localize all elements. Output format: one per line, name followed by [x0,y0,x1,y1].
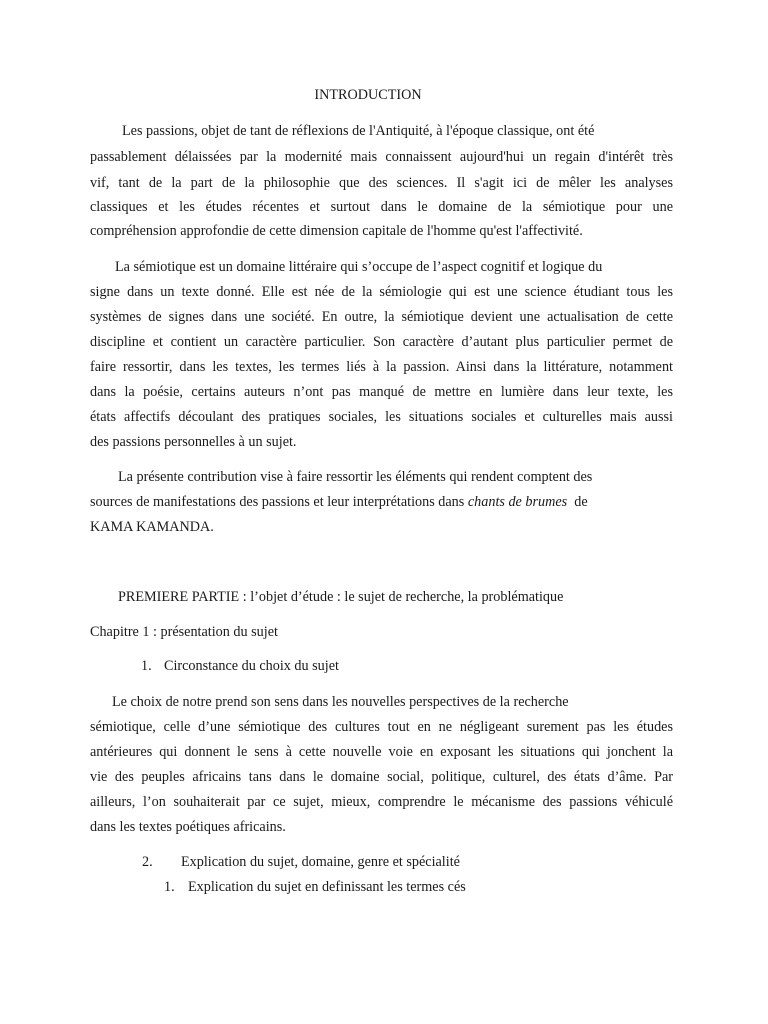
part-heading: PREMIERE PARTIE : l’objet d’étude : le sujet de recherche, la problématique [118,589,564,605]
paragraph-2-line-2: signe dans un texte donné. Elle est née de la sémiologie qui est une science étudiant tous les [90,284,673,300]
paragraph-1-line-4: classiques et les études récentes et surtout dans le domaine de la sémiotique pour une [90,199,673,215]
paragraph-3-line-3: KAMA KAMANDA. [90,519,214,535]
document-title: INTRODUCTION [314,87,422,103]
chapter-heading: Chapitre 1 : présentation du sujet [90,624,278,640]
paragraph-2-line-5: faire ressortir, dans les textes, les termes liés à la passion. Ainsi dans la littérature, notamment [90,359,673,375]
section-2-number: 2. [142,854,153,870]
paragraph-4-line-5: ailleurs, l’on souhaiterait par ce sujet, mieux, comprendre le mécanisme des passions véhiculé [90,794,673,810]
paragraph-4-line-6: dans les textes poétiques africains. [90,819,286,835]
paragraph-2-line-8: des passions personnelles à un sujet. [90,434,297,450]
paragraph-4-line-3: antérieures qui donnent le sens à cette nouvelle voie en exposant les situations qui jonchent la [90,744,673,760]
subsection-1-number: 1. [164,879,175,895]
section-1-number: 1. [141,658,152,674]
paragraph-4-line-1: Le choix de notre prend son sens dans les nouvelles perspectives de la recherche [112,694,569,710]
paragraph-2-line-1: La sémiotique est un domaine littéraire qui s’occupe de l’aspect cognitif et logique du [115,259,603,275]
paragraph-1-line-3: vif, tant de la part de la philosophie que des sciences. Il s'agit ici de mêler les analyses [90,175,673,191]
book-title-italic: chants de brumes [467,494,568,510]
paragraph-3-line-2 [90,493,588,511]
paragraph-3-line-2-text: sources de manifestations des passions et leur interprétations dans [90,494,468,510]
section-1-title: Circonstance du choix du sujet [164,658,339,674]
paragraph-2-line-6: dans la poésie, certains auteurs n’ont pas manqué de mettre en lumière dans leur texte, les [90,384,673,400]
paragraph-2-line-3: systèmes de signes dans une société. En outre, la sémiotique devient une actualisation de cette [90,309,673,325]
paragraph-1-line-1: Les passions, objet de tant de réflexions de l'Antiquité, à l'époque classique, ont été [122,123,595,139]
paragraph-1-line-5: compréhension approfondie de cette dimension capitale de l'homme qu'est l'affectivité. [90,223,583,239]
paragraph-4-line-2: sémiotique, celle d’une sémiotique des cultures tout en ne négligeant surement pas les études [90,719,673,735]
paragraph-4-line-4: vie des peuples africains tans dans le domaine social, politique, culturel, des états d’âme. Par [90,769,673,785]
paragraph-2-line-7: états affectifs découlant des pratiques sociales, les situations sociales et culturelles mais aussi [90,409,673,425]
paragraph-3-line-1: La présente contribution vise à faire ressortir les éléments qui rendent comptent des [118,469,593,485]
section-2-title: Explication du sujet, domaine, genre et spécialité [181,854,460,870]
subsection-1-title: Explication du sujet en definissant les termes cés [188,879,466,895]
paragraph-2-line-4: discipline et contient un caractère particulier. Son caractère d’autant plus particulier permet de [90,334,673,350]
paragraph-3-line-2-end: de [567,494,588,510]
paragraph-1-line-2: passablement délaissées par la modernité mais connaissent aujourd'hui un regain d'intérêt très [90,149,673,165]
